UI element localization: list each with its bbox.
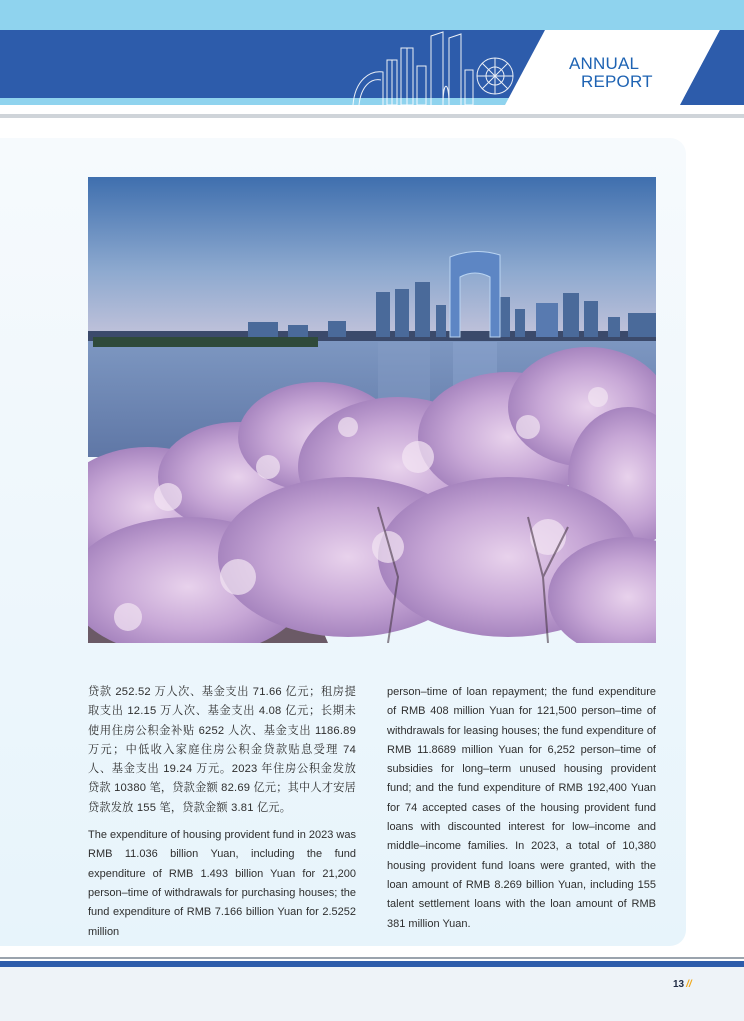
- title-line-1: ANNUAL: [569, 54, 640, 73]
- english-paragraph-left: The expenditure of housing provident fund in 2023 was RMB 11.036 billion Yuan, including the fund expenditure of RMB 1.493 billion Yuan for 21,200 person–time of withdrawals for purchasing houses; the fund expenditure of RMB 7.166 billion Yuan for 2.5252 million: [88, 829, 356, 938]
- annual-report-title: [555, 55, 665, 91]
- footer-thin-rule: [0, 957, 744, 959]
- text-column-right: [387, 683, 656, 934]
- chinese-paragraph: 贷款 252.52 万人次、基金支出 71.66 亿元；租房提取支出 12.15 万人次、基金支出 4.08 亿元；长期未使用住房公积金补贴 6252 人次、基金支出 1186.89 万元；中低收入家庭住房公积金贷款贴息受理 74 人、基金支出 19.24 万元。2023 年住房公积金发放贷款 10380 笔，贷款金额 82.69 亿元；其中人才安居贷款发放 155 笔，贷款金额 3.81 亿元。: [88, 686, 356, 814]
- footer-background: [0, 967, 744, 1021]
- page-slash-mark: //: [686, 979, 692, 990]
- page-number: [673, 979, 692, 990]
- title-line-2: REPORT: [581, 72, 653, 91]
- page-number-value: 13: [673, 979, 685, 990]
- skyline-line-art-icon: [345, 30, 525, 105]
- english-paragraph-right: person–time of loan repayment; the fund expenditure of RMB 408 million Yuan for 121,500 person–time of withdrawals for leasing houses; the fund expenditure of RMB 11.8689 million Yuan for 6,252 person–time of subsidies for long–term unused housing provident fund; and the fund expenditure of RMB 192,400 Yuan for 74 accepted cases of the housing provident fund loans with discounted interest for low–income and middle–income families. In 2023, a total of 10,380 housing provident fund loans were granted, with the loan amount of RMB 8.269 billion Yuan, including 155 talent settlement loans with the loan amount of RMB 381 million Yuan.: [387, 686, 656, 930]
- city-lake-cherry-blossom-photo: [88, 177, 656, 643]
- header-top-stripe: [0, 0, 744, 30]
- text-column-left: [88, 683, 356, 942]
- header-divider: [0, 114, 744, 118]
